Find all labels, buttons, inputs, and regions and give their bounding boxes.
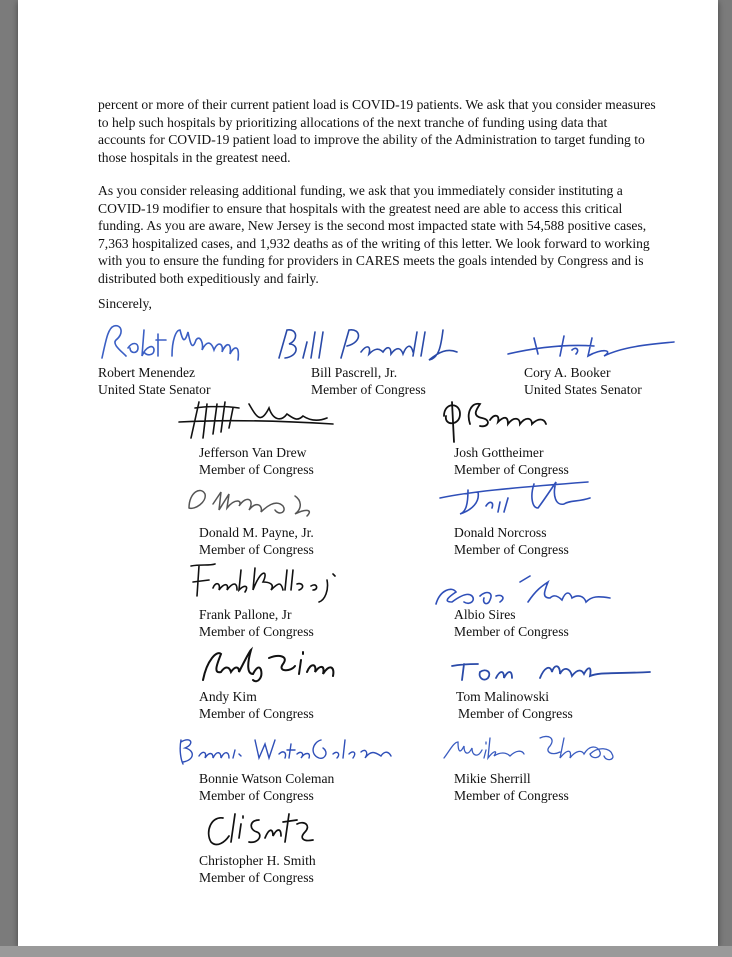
signer-title: Member of Congress	[454, 542, 569, 557]
signer-title: Member of Congress	[199, 870, 314, 885]
signature-van-drew	[177, 398, 337, 442]
letter-paragraph-2: As you consider releasing additional funding, we ask that you immediately consider instituting a COVID-19 modifier to ensure that hospitals with the greatest need are able to access this critical funding. As you are aware, New Jersey is the second most impacted state with 54,588 positive cases, 7,363 hospitalized cases, and 1,932 deaths as of the writing of this letter. We look forward to working with you to ensure the funding for providers in CARES meets the goals intended by Congress and is distributed both expeditiously and fairly.	[98, 183, 650, 286]
signature-pascrell	[271, 322, 471, 368]
signer-name: Mikie Sherrill	[454, 771, 531, 786]
signature-smith	[201, 808, 331, 854]
signer-title: United State Senator	[98, 382, 211, 397]
signer-name: Donald M. Payne, Jr.	[199, 525, 314, 540]
signer-name: Frank Pallone, Jr	[199, 607, 292, 622]
signature-kim	[199, 644, 349, 690]
signature-pallone	[187, 560, 347, 604]
signer-title: Member of Congress	[454, 788, 569, 803]
signer-name: Jefferson Van Drew	[199, 445, 307, 460]
signer-name: Josh Gottheimer	[454, 445, 544, 460]
letter-paragraph-1: percent or more of their current patient load is COVID-19 patients. We ask that you consider measures to help such hospitals by prioritizing allocations of the next tranche of funding using data that accounts for COVID-19 patient load to improve the ability of the Administration to target funding to those hospitals in the greatest need.	[98, 97, 656, 165]
signature-booker	[504, 328, 684, 368]
signature-norcross	[438, 478, 608, 522]
signer-name: Donald Norcross	[454, 525, 547, 540]
signer-name: Christopher H. Smith	[199, 853, 316, 868]
signature-gottheimer	[436, 394, 566, 442]
signer-title: Member of Congress	[199, 542, 314, 557]
signature-payne	[183, 480, 333, 522]
signer-title: Member of Congress	[199, 788, 314, 803]
signer-title: Member of Congress	[458, 706, 573, 721]
signer-name: Andy Kim	[199, 689, 257, 704]
signer-title: Member of Congress	[311, 382, 426, 397]
viewer-background	[0, 946, 732, 957]
signer-title: Member of Congress	[199, 462, 314, 477]
signer-name: Tom Malinowski	[456, 689, 550, 704]
signature-watson-coleman	[175, 730, 395, 772]
signature-menendez	[98, 320, 258, 366]
signer-title: Member of Congress	[454, 462, 569, 477]
signer-name: Robert Menendez	[98, 365, 196, 380]
signature-sherrill	[440, 728, 630, 770]
signer-name: Albio Sires	[454, 607, 516, 622]
signer-title: Member of Congress	[199, 706, 314, 721]
signer-name: Bonnie Watson Coleman	[199, 771, 335, 786]
letter-page	[18, 0, 718, 946]
letter-closing: Sincerely,	[98, 296, 152, 311]
signer-title: Member of Congress	[454, 624, 569, 639]
signer-name: Bill Pascrell, Jr.	[311, 365, 398, 380]
signer-name: Cory A. Booker	[524, 365, 611, 380]
signer-title: Member of Congress	[199, 624, 314, 639]
signer-title: United States Senator	[524, 382, 642, 397]
